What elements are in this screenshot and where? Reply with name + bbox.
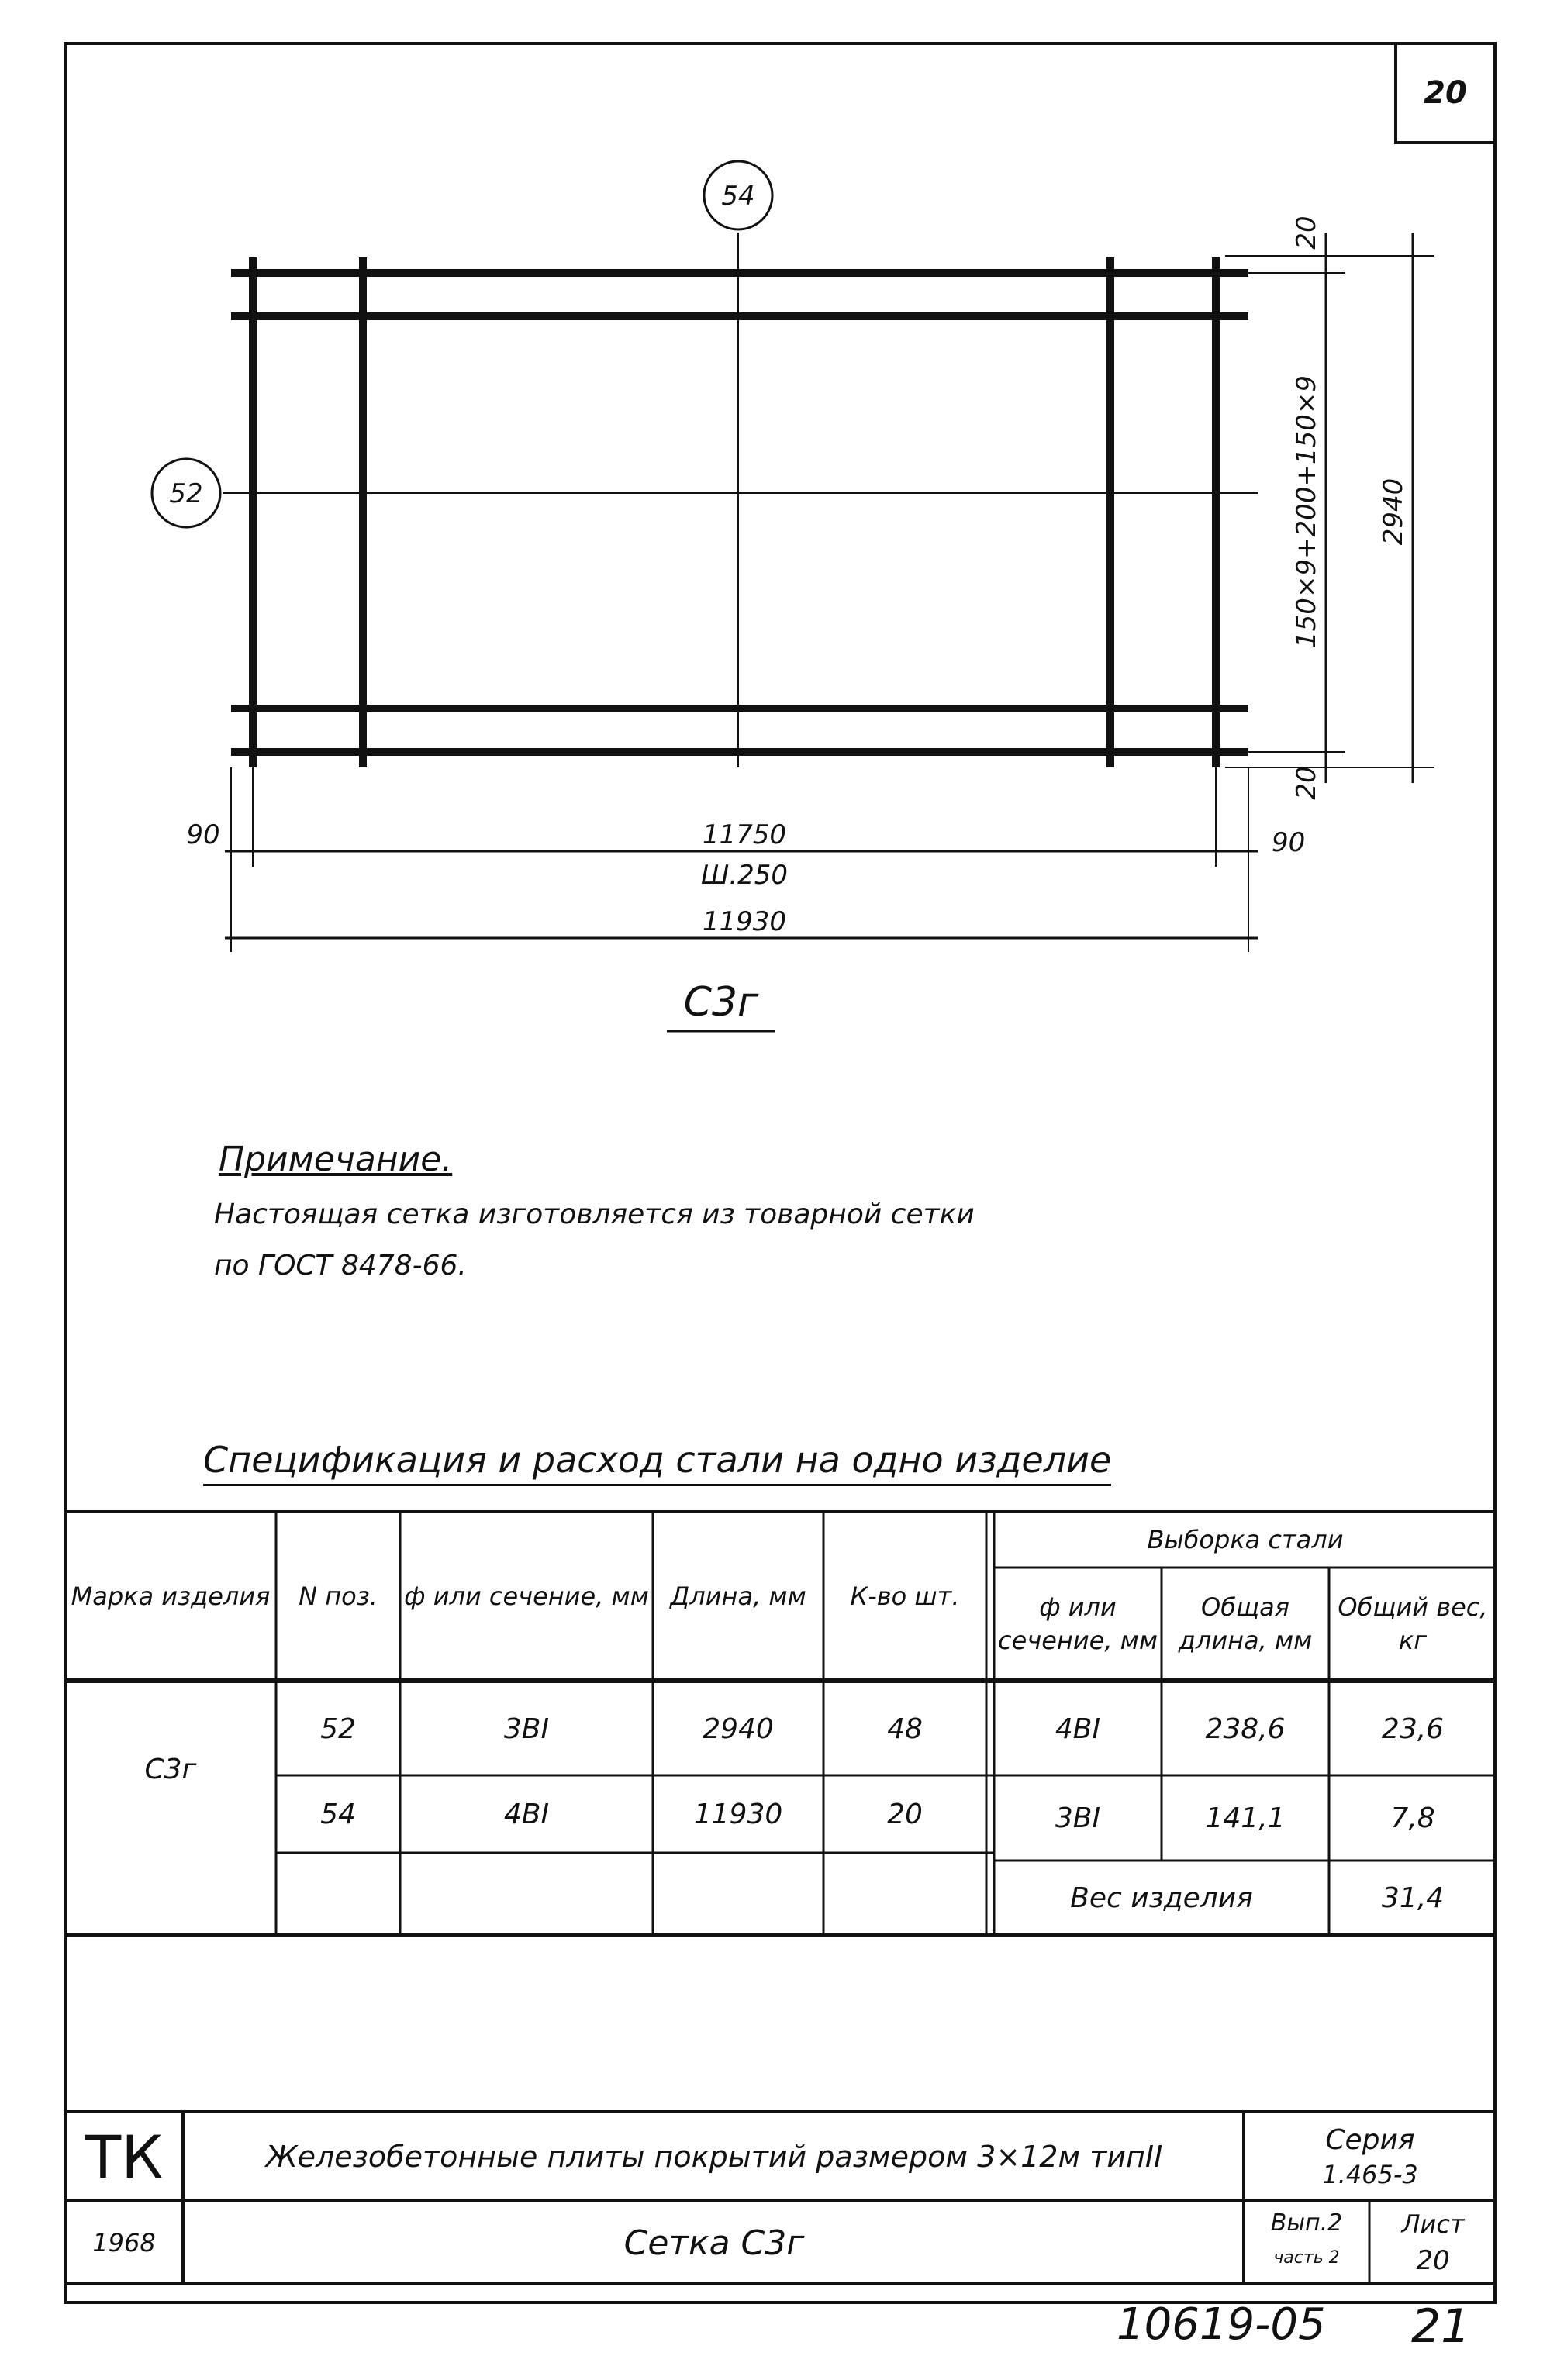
dim-bottom-step: Ш.250 xyxy=(700,860,789,891)
td-length-2: 11930 xyxy=(693,1798,783,1830)
td-pos-2: 54 xyxy=(320,1798,356,1830)
th-pos: N поз. xyxy=(299,1581,378,1612)
td-dia-1: 3ВI xyxy=(503,1713,550,1745)
mesh-drawing xyxy=(0,0,1557,1085)
td-qty-1: 48 xyxy=(887,1713,923,1745)
th-qty: К-во шт. xyxy=(850,1581,960,1612)
td-sample-dia-2: 3ВI xyxy=(1055,1802,1101,1834)
td-qty-2: 20 xyxy=(887,1798,923,1830)
td-pos-1: 52 xyxy=(320,1713,356,1745)
series-value: 1.465-3 xyxy=(1322,2160,1418,2189)
th-sample: Выборка стали xyxy=(1147,1525,1344,1555)
callout-left-label: 52 xyxy=(169,478,203,509)
issue-label: Вып.2 xyxy=(1270,2209,1343,2237)
td-sample-length-2: 141,1 xyxy=(1205,1802,1286,1834)
dim-right-outer: 2940 xyxy=(1378,478,1409,546)
archive-number: 10619-05 xyxy=(1117,2299,1326,2350)
sheet-subtitle: Сетка С3г xyxy=(623,2223,805,2263)
series-label: Серия xyxy=(1325,2124,1415,2156)
dim-right-top: 20 xyxy=(1291,216,1322,250)
sheet-value: 20 xyxy=(1416,2245,1450,2276)
dim-right-mid: 150×9+200+150×9 xyxy=(1291,375,1322,648)
org-code: ТК xyxy=(85,2122,164,2192)
dim-bottom-total: 11930 xyxy=(702,906,787,937)
note-line-2: по ГОСТ 8478-66. xyxy=(214,1250,467,1281)
th-dia: ф или сечение, мм xyxy=(404,1581,649,1612)
project-title: Железобетонные плиты покрытий размером 3×12м типII xyxy=(265,2140,1163,2174)
td-total-label: Вес изделия xyxy=(1070,1882,1253,1914)
td-sample-weight-2: 7,8 xyxy=(1390,1802,1435,1834)
archive-page: 21 xyxy=(1411,2299,1471,2354)
dim-bottom-right: 90 xyxy=(1272,827,1306,858)
td-sample-weight-1: 23,6 xyxy=(1381,1713,1445,1745)
td-sample-dia-1: 4ВI xyxy=(1055,1713,1101,1745)
td-sample-length-1: 238,6 xyxy=(1205,1713,1286,1745)
td-length-1: 2940 xyxy=(703,1713,774,1745)
td-total-value: 31,4 xyxy=(1381,1882,1445,1914)
th-sample-dia: ф или сечение, мм xyxy=(998,1592,1158,1655)
callout-top-label: 54 xyxy=(721,181,755,212)
dim-right-bottom: 20 xyxy=(1291,766,1322,800)
spec-title: Спецификация и расход стали на одно изделие xyxy=(203,1439,1111,1486)
th-sample-length: Общая длина, мм xyxy=(1178,1592,1313,1655)
note-title: Примечание. xyxy=(219,1140,453,1179)
note-line-1: Настоящая сетка изготовляется из товарной сетки xyxy=(214,1199,975,1230)
td-mark: С3г xyxy=(144,1753,197,1785)
th-length: Длина, мм xyxy=(670,1581,806,1612)
dim-bottom-inner: 11750 xyxy=(702,819,787,850)
mesh-mark: С3г xyxy=(683,979,759,1026)
part-label: часть 2 xyxy=(1273,2248,1340,2268)
dim-bottom-left: 90 xyxy=(186,819,220,850)
th-sample-weight: Общий вес, кг xyxy=(1338,1592,1488,1655)
sheet-number: 20 xyxy=(1424,75,1467,111)
year: 1968 xyxy=(92,2228,156,2258)
th-mark: Марка изделия xyxy=(71,1581,271,1612)
td-dia-2: 4ВI xyxy=(503,1798,550,1830)
sheet-label: Лист xyxy=(1401,2209,1465,2239)
